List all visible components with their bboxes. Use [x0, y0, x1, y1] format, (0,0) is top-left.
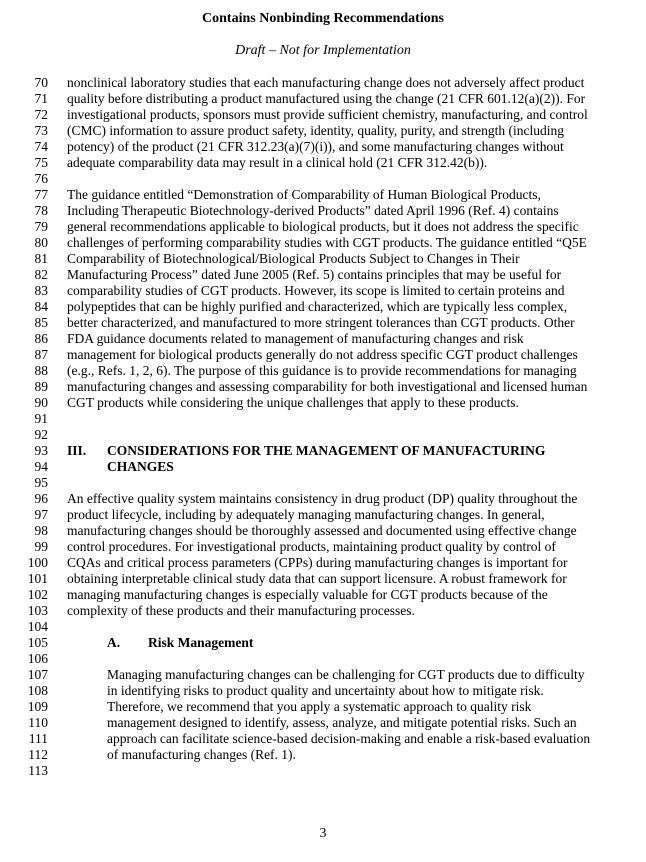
document-line — [0, 235, 646, 251]
line-number: 103 — [27, 603, 48, 618]
line-number: 102 — [27, 587, 48, 602]
line-number: 107 — [27, 667, 48, 682]
line-text: better characterized, and manufactured to more stringent tolerances than CGT products. Other — [67, 315, 575, 330]
line-number: 83 — [34, 283, 48, 298]
document-line — [0, 171, 646, 187]
subsection-title: Risk Management — [148, 635, 254, 650]
line-text: management for biological products generally do not address specific CGT product challenges — [67, 347, 578, 362]
document-line — [0, 379, 646, 395]
line-text: polypeptides that can be highly purified and characterized, which are typically less complex, — [67, 299, 568, 314]
line-number: 112 — [28, 747, 48, 762]
line-number: 110 — [28, 715, 48, 730]
document-line — [0, 123, 646, 139]
line-number: 95 — [34, 475, 48, 490]
line-number: 88 — [34, 363, 48, 378]
document-line — [0, 475, 646, 491]
section-heading-line-1 — [0, 443, 646, 459]
document-line — [0, 539, 646, 555]
line-text: complexity of these products and their manufacturing processes. — [67, 603, 415, 618]
line-number: 73 — [34, 123, 48, 138]
line-text: challenges of performing comparability studies with CGT products. The guidance entitled “Q5E — [67, 235, 587, 250]
line-text: management designed to identify, assess, analyze, and mitigate potential risks. Such an — [107, 715, 577, 730]
subsection-heading — [0, 635, 646, 651]
document-line — [0, 731, 646, 747]
line-text: adequate comparability data may result in a clinical hold (21 CFR 312.42(b)). — [67, 155, 488, 170]
line-text: Manufacturing Process” dated June 2005 (Ref. 5) contains principles that may be useful for — [67, 267, 562, 282]
section-title-continued: CHANGES — [107, 459, 174, 474]
line-text: product lifecycle, including by adequately managing manufacturing changes. In general, — [67, 507, 545, 522]
document-line — [0, 187, 646, 203]
line-number: 82 — [34, 267, 48, 282]
line-number: 108 — [27, 683, 48, 698]
line-number: 94 — [34, 459, 48, 474]
line-text: general recommendations applicable to biological products, but it does not address the specific — [67, 219, 579, 234]
paragraph-block-intro — [0, 75, 646, 443]
running-header-title: Contains Nonbinding Recommendations — [202, 11, 444, 26]
line-number: 98 — [34, 523, 48, 538]
subsection-number: A. — [107, 635, 121, 650]
line-text: investigational products, sponsors must provide sufficient chemistry, manufacturing, and control — [67, 107, 588, 122]
document-line — [0, 571, 646, 587]
line-number: 93 — [34, 443, 48, 458]
document-line — [0, 203, 646, 219]
document-body — [0, 75, 646, 779]
line-number: 105 — [27, 635, 48, 650]
line-number: 81 — [34, 251, 48, 266]
line-text: The guidance entitled “Demonstration of Comparability of Human Biological Products, — [67, 187, 541, 202]
page-number: 3 — [319, 826, 327, 841]
line-number: 86 — [34, 331, 48, 346]
line-number: 101 — [27, 571, 48, 586]
line-number: 78 — [34, 203, 48, 218]
section-heading-line-2 — [0, 459, 646, 475]
document-line — [0, 315, 646, 331]
line-text: FDA guidance documents related to management of manufacturing changes and risk — [67, 331, 524, 346]
line-text: (e.g., Refs. 1, 2, 6). The purpose of this guidance is to provide recommendations for managing — [67, 363, 577, 378]
line-text: potency) of the product (21 CFR 312.23(a)(7)(i)), and some manufacturing changes without — [67, 139, 564, 154]
line-number: 74 — [34, 139, 48, 154]
running-header-subtitle: Draft – Not for Implementation — [235, 43, 411, 58]
document-line — [0, 555, 646, 571]
document-line — [0, 91, 646, 107]
document-line — [0, 331, 646, 347]
document-line — [0, 715, 646, 731]
line-text: Managing manufacturing changes can be challenging for CGT products due to difficulty — [107, 667, 585, 682]
document-line — [0, 587, 646, 603]
line-text: Including Therapeutic Biotechnology-derived Products” dated April 1996 (Ref. 4) contains — [67, 203, 559, 218]
line-number: 85 — [34, 315, 48, 330]
line-text: manufacturing changes and assessing comparability for both investigational and licensed human — [67, 379, 588, 394]
document-line — [0, 139, 646, 155]
line-text: (CMC) information to assure product safety, identity, quality, purity, and strength (including — [67, 123, 565, 138]
paragraph-block-risk-management — [0, 651, 646, 779]
document-line — [0, 267, 646, 283]
document-line — [0, 763, 646, 779]
line-number: 99 — [34, 539, 48, 554]
line-number: 96 — [34, 491, 48, 506]
document-line — [0, 411, 646, 427]
line-number: 72 — [34, 107, 48, 122]
document-line — [0, 363, 646, 379]
section-title: CONSIDERATIONS FOR THE MANAGEMENT OF MANUFACTURING — [107, 443, 546, 458]
line-text: CQAs and critical process parameters (CPPs) during manufacturing changes is important for — [67, 555, 568, 570]
document-line — [0, 219, 646, 235]
line-number: 97 — [34, 507, 48, 522]
line-number: 104 — [27, 619, 48, 634]
line-text: CGT products while considering the unique challenges that apply to these products. — [67, 395, 519, 410]
line-number: 84 — [34, 299, 48, 314]
document-line — [0, 299, 646, 315]
document-line — [0, 75, 646, 91]
line-number: 92 — [34, 427, 48, 442]
line-text: control procedures. For investigational products, maintaining product quality by control of — [67, 539, 556, 554]
line-text: manufacturing changes should be thoroughly assessed and documented using effective change — [67, 523, 577, 538]
line-number: 79 — [34, 219, 48, 234]
line-text: managing manufacturing changes is especially valuable for CGT products because of the — [67, 587, 548, 602]
document-line — [0, 523, 646, 539]
line-number: 71 — [34, 91, 48, 106]
line-number: 113 — [28, 763, 48, 778]
document-line — [0, 747, 646, 763]
line-text: nonclinical laboratory studies that each manufacturing change does not adversely affect product — [67, 75, 585, 90]
document-line — [0, 395, 646, 411]
document-line — [0, 251, 646, 267]
document-line — [0, 699, 646, 715]
line-text: quality before distributing a product manufactured using the change (21 CFR 601.12(a)(2)). For — [67, 91, 586, 106]
document-line — [0, 107, 646, 123]
section-number: III. — [67, 443, 87, 458]
document-line — [0, 667, 646, 683]
document-line — [0, 651, 646, 667]
line-text: Comparability of Biotechnological/Biological Products Subject to Changes in Their — [67, 251, 520, 266]
line-number: 106 — [27, 651, 48, 666]
line-text: obtaining interpretable clinical study data that can support licensure. A robust framework for — [67, 571, 567, 586]
document-line — [0, 347, 646, 363]
document-line — [0, 427, 646, 443]
line-number: 91 — [34, 411, 48, 426]
document-line — [0, 619, 646, 635]
line-text: An effective quality system maintains consistency in drug product (DP) quality throughout the — [67, 491, 578, 506]
line-number: 89 — [34, 379, 48, 394]
line-number: 76 — [34, 171, 48, 186]
line-text: Therefore, we recommend that you apply a systematic approach to quality risk — [107, 699, 532, 714]
document-line — [0, 155, 646, 171]
line-number: 100 — [27, 555, 48, 570]
line-text: approach can facilitate science-based decision-making and enable a risk-based evaluation — [107, 731, 591, 746]
line-number: 75 — [34, 155, 48, 170]
line-number: 109 — [27, 699, 48, 714]
line-number: 87 — [34, 347, 48, 362]
document-line — [0, 603, 646, 619]
line-number: 77 — [34, 187, 48, 202]
line-text: of manufacturing changes (Ref. 1). — [107, 747, 296, 762]
line-number: 70 — [34, 75, 48, 90]
line-text: comparability studies of CGT products. However, its scope is limited to certain proteins and — [67, 283, 565, 298]
document-line — [0, 683, 646, 699]
line-text: in identifying risks to product quality and uncertainty about how to mitigate risk. — [107, 683, 544, 698]
document-line — [0, 283, 646, 299]
paragraph-block-quality-system — [0, 475, 646, 635]
line-number: 111 — [28, 731, 48, 746]
document-line — [0, 507, 646, 523]
document-line — [0, 491, 646, 507]
line-number: 90 — [34, 395, 48, 410]
line-number: 80 — [34, 235, 48, 250]
